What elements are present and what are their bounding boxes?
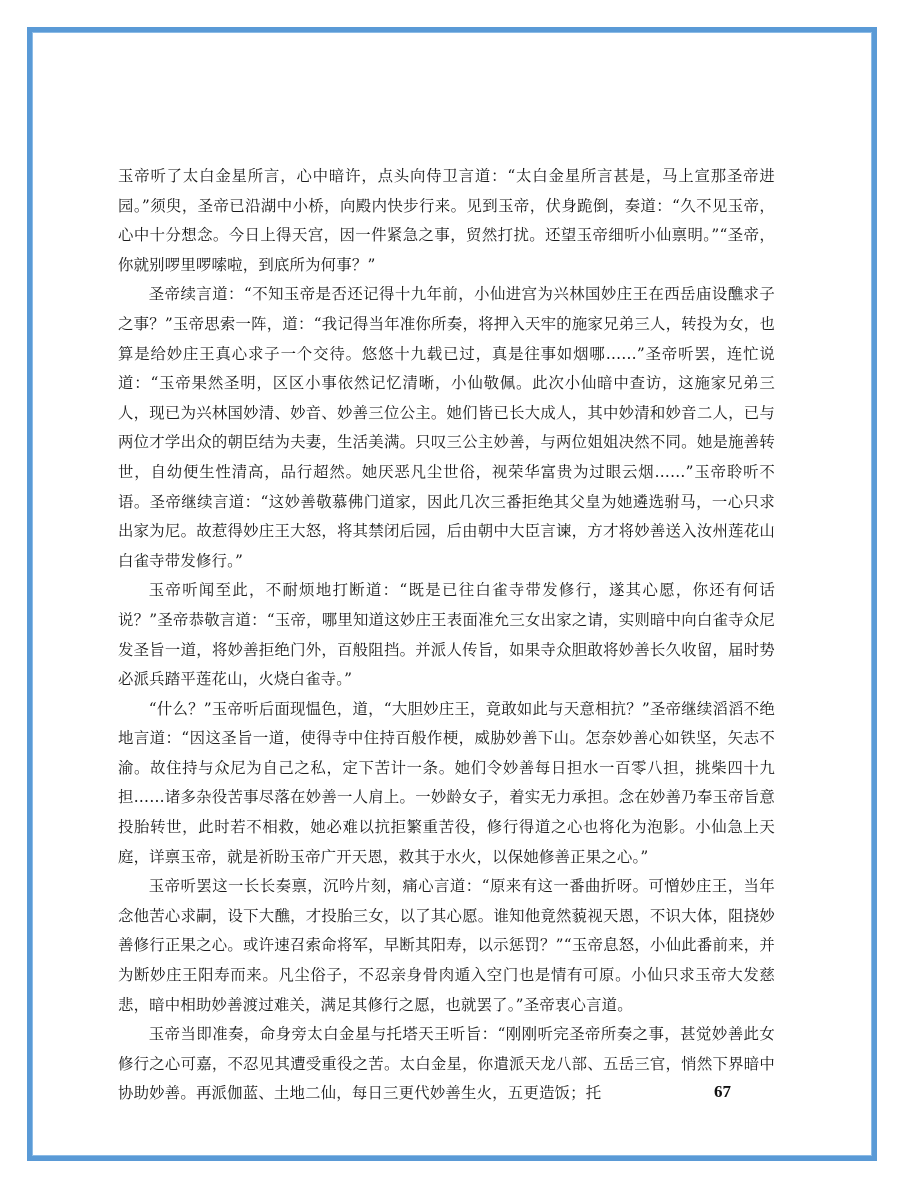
paragraph-2: 圣帝续言道：“不知玉帝是否还记得十九年前，小仙进宫为兴林国妙庄王在西岳庙设醮求子之事？”玉帝思索一阵，道：“我记得当年准你所奏，将押入天牢的施家兄弟三人，转投为女，也算是给妙庄王真心求子一个交待。悠悠十九载已过，真是往事如烟哪……”圣帝听罢，连忙说道：“玉帝果然圣明，区区小事依然记忆清晰，小仙敬佩。此次小仙暗中查访，这施家兄弟三人，现已为兴林国妙清、妙音、妙善三位公主。她们皆已长大成人，其中妙清和妙音二人，已与两位才学出众的朝臣结为夫妻，生活美满。只叹三公主妙善，与两位姐姐决然不同。她是施善转世，自幼便生性清高，品行超然。她厌恶凡尘世俗，视荣华富贵为过眼云烟……”玉帝聆听不语。圣帝继续言道：“这妙善敬慕佛门道家，因此几次三番拒绝其父皇为她遴选驸马，一心只求出家为尼。故惹得妙庄王大怒，将其禁闭后园，后由朝中大臣言谏，方才将妙善送入汝州莲花山白雀寺带发修行。” [118,285,775,570]
paragraph-4: “什么？”玉帝听后面现愠色，道，“大胆妙庄王，竟敢如此与天意相抗？”圣帝继续滔滔不绝地言道：“因这圣旨一道，使得寺中住持百般作梗，威胁妙善下山。怎奈妙善心如铁坚，矢志不渝。故住持与众尼为自己之私，定下苦计一条。她们令妙善每日担水一百零八担，挑柴四十九担……诸多杂役苦事尽落在妙善一人肩上。一妙龄女子，着实无力承担。念在妙善乃奉玉帝旨意投胎转世，此时若不相救，她必难以抗拒繁重苦役，修行得道之心也将化为泡影。小仙急上天庭，详禀玉帝，就是祈盼玉帝广开天恩，救其于水火，以保她修善正果之心。” [118,699,775,866]
page-number: 67 [714,1082,731,1101]
paragraph-3: 玉帝听闻至此，不耐烦地打断道：“既是已往白雀寺带发修行，遂其心愿，你还有何话说？”圣帝恭敬言道：“玉帝，哪里知道这妙庄王表面准允三女出家之请，实则暗中向白雀寺众尼发圣旨一道，将妙善拒绝门外，百般阻挡。并派人传旨，如果寺众胆敢将妙善长久收留，届时势必派兵踏平莲花山，火烧白雀寺。” [118,581,775,689]
paragraph-6: 玉帝当即准奏，命身旁太白金星与托塔天王听旨：“刚刚听完圣帝所奏之事，甚觉妙善此女修行之心可嘉，不忍见其遭受重役之苦。太白金星，你遣派天龙八部、五岳三官，悄然下界暗中协助妙善。再派伽蓝、土地二仙，每日三更代妙善生火，五更造饭；托 [118,1025,775,1103]
body-text [118,162,775,1109]
paragraph-1: 玉帝听了太白金星所言，心中暗许，点头向侍卫言道：“太白金星所言甚是，马上宣那圣帝进园。”须臾，圣帝已沿湖中小桥，向殿内快步行来。见到玉帝，伏身跪倒，奏道：“久不见玉帝，心中十分想念。今日上得天宫，因一件紧急之事，贸然打扰。还望玉帝细听小仙禀明。”“圣帝，你就别啰里啰嗦啦，到底所为何事？” [118,167,775,274]
paragraph-5: 玉帝听罢这一长长奏禀，沉吟片刻，痛心言道：“原来有这一番曲折呀。可憎妙庄王，当年念他苦心求嗣，设下大醮，才投胎三女，以了其心愿。谁知他竟然藐视天恩，不识大体，阻挠妙善修行正果之心。或许速召索命将军，早断其阳寿，以示惩罚？”“玉帝息怒，小仙此番前来，并为断妙庄王阳寿而来。凡尘俗子，不忍亲身骨肉遁入空门也是情有可原。小仙只求玉帝大发慈悲，暗中相助妙善渡过难关，满足其修行之愿，也就罢了。”圣帝衷心言道。 [118,877,775,1014]
